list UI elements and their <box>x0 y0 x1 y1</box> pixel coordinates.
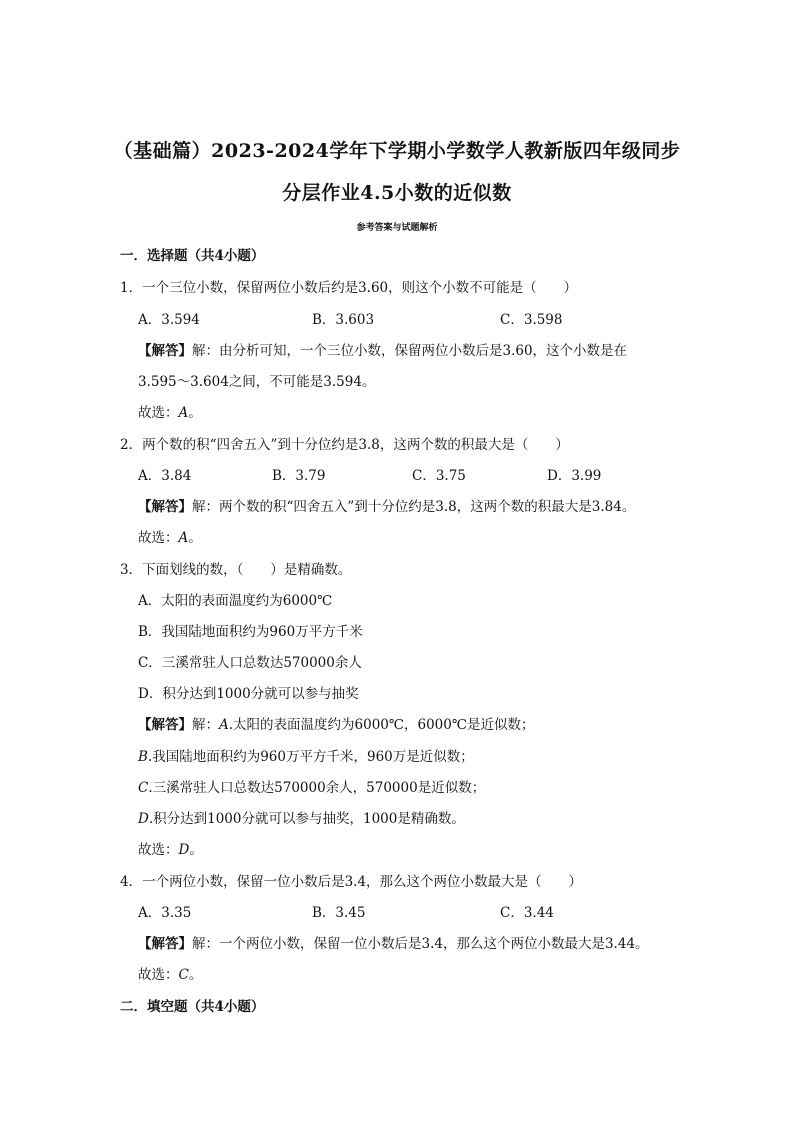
question-3-choice: 故选：D。 <box>138 842 203 858</box>
question-3-option-a: A．太阳的表面温度约为6000℃ <box>138 593 333 609</box>
question-2-option-a: A．3.84 <box>138 468 192 484</box>
question-3-option-c: C．三溪常驻人口总数达570000余人 <box>138 655 362 671</box>
question-1-choice: 故选：A。 <box>138 405 202 421</box>
question-3-solution-b: B.我国陆地面积约为960万平方千米，960万是近似数； <box>138 749 474 765</box>
question-2-option-c: C．3.75 <box>412 468 466 484</box>
question-3-stem: 3．下面划线的数，（ ）是精确数。 <box>120 562 352 578</box>
question-4-choice: 故选：C。 <box>138 967 203 983</box>
question-2-solution-line1: 【解答】解：两个数的积“四舍五入”到十分位约是3.8，这两个数的积最大是3.84。 <box>138 499 636 515</box>
question-2-choice: 故选：A。 <box>138 530 202 546</box>
page-title-line1: （基础篇）2023-2024学年下学期小学数学人教新版四年级同步 <box>113 140 681 162</box>
section-heading-choice: 一．选择题（共4小题） <box>120 248 265 264</box>
question-1-solution-line1: 【解答】解：由分析可知，一个三位小数，保留两位小数后是3.60，这个小数是在 <box>138 343 628 359</box>
question-1-option-b: B．3.603 <box>312 312 375 328</box>
question-4-option-b: B．3.45 <box>312 905 366 921</box>
question-3-solution-d: D.积分达到1000分就可以参与抽奖，1000是精确数。 <box>138 811 465 827</box>
question-1-option-a: A．3.594 <box>138 312 200 328</box>
question-3-solution-a: 【解答】解：A.太阳的表面温度约为6000℃，6000℃是近似数； <box>138 717 535 733</box>
question-2-stem: 2．两个数的积“四舍五入”到十分位约是3.8，这两个数的积最大是（ ） <box>120 437 569 453</box>
question-4-solution-line1: 【解答】解：一个两位小数，保留一位小数后是3.4，那么这个两位小数最大是3.44。 <box>138 936 649 952</box>
page-subtitle: 参考答案与试题解析 <box>356 223 438 233</box>
question-4-stem: 4．一个两位小数，保留一位小数后是3.4，那么这个两位小数最大是（ ） <box>120 874 583 890</box>
page-title-line2: 分层作业4.5小数的近似数 <box>282 182 512 204</box>
question-1-option-c: C．3.598 <box>500 312 563 328</box>
section-heading-fill: 二．填空题（共4小题） <box>120 999 265 1015</box>
answer-tag: 【解答】 <box>138 343 192 359</box>
question-4-option-a: A．3.35 <box>138 905 192 921</box>
question-3-solution-c: C.三溪常驻人口总数达570000余人，570000是近似数； <box>138 780 486 796</box>
question-2-option-d: D．3.99 <box>547 468 602 484</box>
question-2-option-b: B．3.79 <box>272 468 326 484</box>
question-3-option-d: D．积分达到1000分就可以参与抽奖 <box>138 686 359 702</box>
question-3-option-b: B．我国陆地面积约为960万平方千米 <box>138 624 363 640</box>
question-4-option-c: C．3.44 <box>500 905 554 921</box>
question-1-solution-line2: 3.595～3.604之间，不可能是3.594。 <box>138 374 376 390</box>
question-1-stem: 1．一个三位小数，保留两位小数后约是3.60，则这个小数不可能是（ ） <box>120 280 578 296</box>
